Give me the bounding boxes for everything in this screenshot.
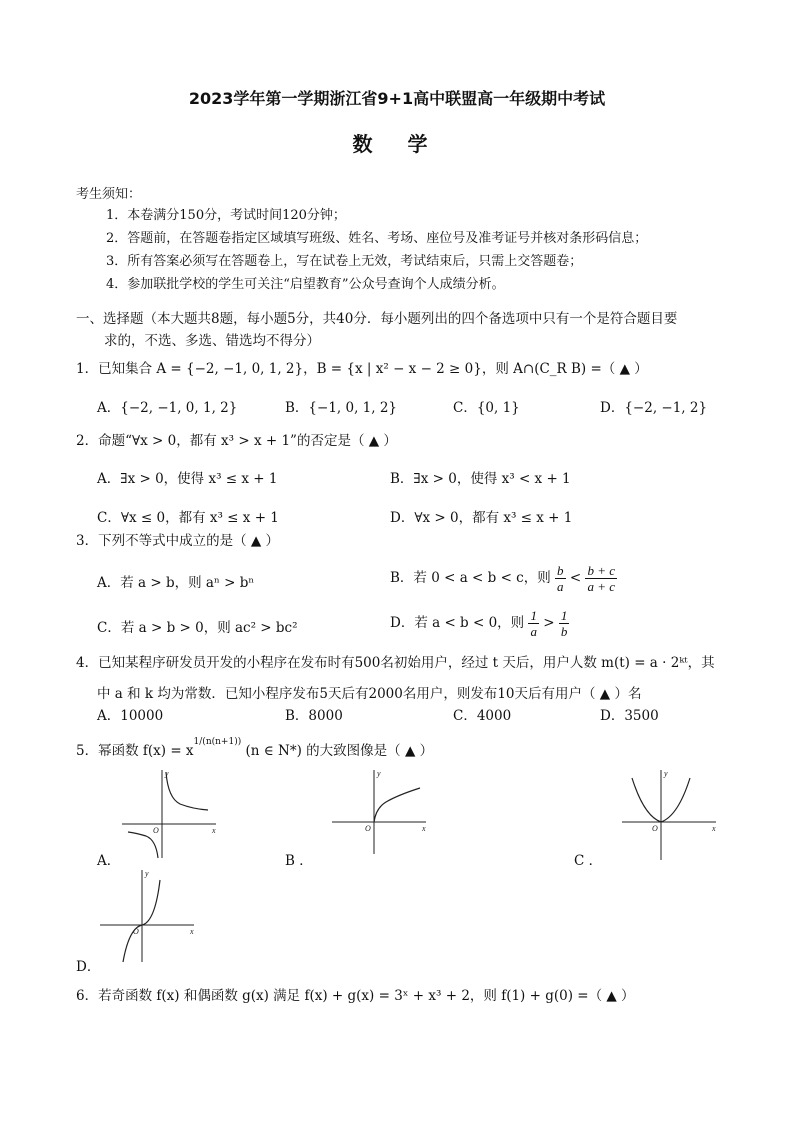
q5-graph-a	[118, 766, 222, 862]
graph-b-x-label: x	[422, 824, 426, 833]
notice-item-4: 4．参加联批学校的学生可关注“启望教育”公众号查询个人成绩分析。	[106, 277, 505, 292]
graph-b-curve	[374, 788, 420, 822]
notice-item-2: 2．答题前，在答题卷指定区域填写班级、姓名、考场、座位号及准考证号并核对条形码信息；	[106, 231, 648, 246]
graph-a-y-label: y	[165, 769, 169, 778]
q2-option-d: D．∀x > 0，都有 x³ ≤ x + 1	[390, 510, 573, 526]
notice-heading: 考生须知：	[76, 187, 142, 202]
graph-a-curve-left	[128, 832, 158, 858]
graph-d-origin-label: O	[133, 927, 139, 936]
graph-a-x-label: x	[212, 826, 216, 835]
q3-option-a: A．若 a > b，则 aⁿ > bⁿ	[97, 575, 255, 591]
q5-stem	[76, 736, 434, 759]
q1-option-c: C．{0, 1}	[453, 400, 520, 416]
q2-stem: 2．命题“∀x > 0，都有 x³ > x + 1”的否定是（ ▲ ）	[76, 433, 397, 449]
graph-a-origin-label: O	[153, 826, 159, 835]
q4-option-a: A．10000	[97, 708, 164, 724]
graph-c-x-label: x	[712, 824, 716, 833]
q4-option-b: B．8000	[285, 708, 343, 724]
exam-title: 2023学年第一学期浙江省9+1高中联盟高一年级期中考试	[188, 89, 606, 108]
q3-stem: 3．下列不等式中成立的是（ ▲ ）	[76, 533, 280, 549]
q3-option-d	[390, 606, 569, 640]
notice-item-1: 1．本卷满分150分，考试时间120分钟；	[106, 208, 346, 223]
q3-b-fraction-2: $\frac{b + c}{a + c}$	[587, 563, 615, 594]
section-heading-cont: 求的，不选、多选、错选均不得分）	[104, 333, 320, 349]
q2-option-c: C．∀x ≤ 0，都有 x³ ≤ x + 1	[97, 510, 279, 526]
q3-option-d-text: D．若 a < b < 0，则	[390, 615, 525, 631]
q2-option-a: A．∃x > 0，使得 x³ ≤ x + 1	[97, 471, 278, 487]
q5-option-a: A．	[97, 853, 121, 869]
q5-stem-prefix: 5．幂函数 f(x) = x	[76, 743, 194, 759]
q1-stem: 1．已知集合 A = {−2, −1, 0, 1, 2}，B = {x | x² − x − 2 ≥ 0}，则 A∩(C_R B) =（ ▲ ）	[76, 361, 648, 377]
subject-title: 数 学	[352, 132, 442, 156]
q3-b-less-than: <	[569, 570, 582, 586]
q3-d-greater-than: >	[543, 615, 555, 631]
q6-stem: 6．若奇函数 f(x) 和偶函数 g(x) 满足 f(x) + g(x) = 3ˣ + x³ + 2，则 f(1) + g(0) =（ ▲ ）	[76, 988, 635, 1004]
q5-option-b: B ．	[285, 853, 313, 869]
q5-exponent: 1/(n(n+1))	[193, 736, 242, 747]
q5-graph-b	[328, 766, 432, 862]
q5-graph-d	[96, 866, 200, 966]
q5-option-c: C ．	[574, 853, 603, 869]
q4-stem-line-2: 中 a 和 k 均为常数．已知小程序发布5天后有2000名用户，则发布10天后有用户（ ▲ ）名	[97, 686, 642, 702]
graph-c-origin-label: O	[652, 824, 658, 833]
graph-d-x-label: x	[190, 927, 194, 936]
q2-option-b: B．∃x > 0，使得 x³ < x + 1	[390, 471, 571, 487]
notice-item-3: 3．所有答案必须写在答题卷上，写在试卷上无效，考试结束后，只需上交答题卷；	[106, 254, 583, 269]
q1-option-d: D．{−2, −1, 2}	[600, 400, 708, 416]
q3-option-b	[390, 561, 617, 595]
q1-option-b: B．{−1, 0, 1, 2}	[285, 400, 398, 416]
q5-graph-c	[618, 766, 722, 862]
q3-b-fraction-1: $\frac{b}{a}$	[557, 563, 564, 594]
section-heading: 一、选择题（本大题共8题，每小题5分，共40分．每小题列出的四个备选项中只有一个是符合题目要	[76, 311, 678, 327]
graph-d-y-label: y	[145, 869, 149, 878]
graph-a-curve-right	[166, 772, 208, 810]
q5-option-d: D．	[76, 959, 101, 975]
q3-option-c: C．若 a > b > 0，则 ac² > bc²	[97, 620, 298, 636]
q3-d-fraction-1: $\frac{1}{a}$	[530, 608, 537, 639]
graph-b-y-label: y	[377, 769, 381, 778]
q5-stem-suffix: (n ∈ N*) 的大致图像是（ ▲ ）	[245, 743, 434, 759]
q4-option-d: D．3500	[600, 708, 659, 724]
graph-b-origin-label: O	[365, 824, 371, 833]
q1-option-a: A．{−2, −1, 0, 1, 2}	[97, 400, 238, 416]
q3-option-b-text: B．若 0 < a < b < c，则	[390, 570, 551, 586]
q3-d-fraction-2: $\frac{1}{b}$	[560, 608, 568, 639]
q4-stem-line-1: 4．已知某程序研发员开发的小程序在发布时有500名初始用户，经过 t 天后，用户人数 m(t) = a · 2ᵏᵗ，其	[76, 655, 715, 671]
graph-c-y-label: y	[664, 769, 668, 778]
q4-option-c: C．4000	[453, 708, 512, 724]
